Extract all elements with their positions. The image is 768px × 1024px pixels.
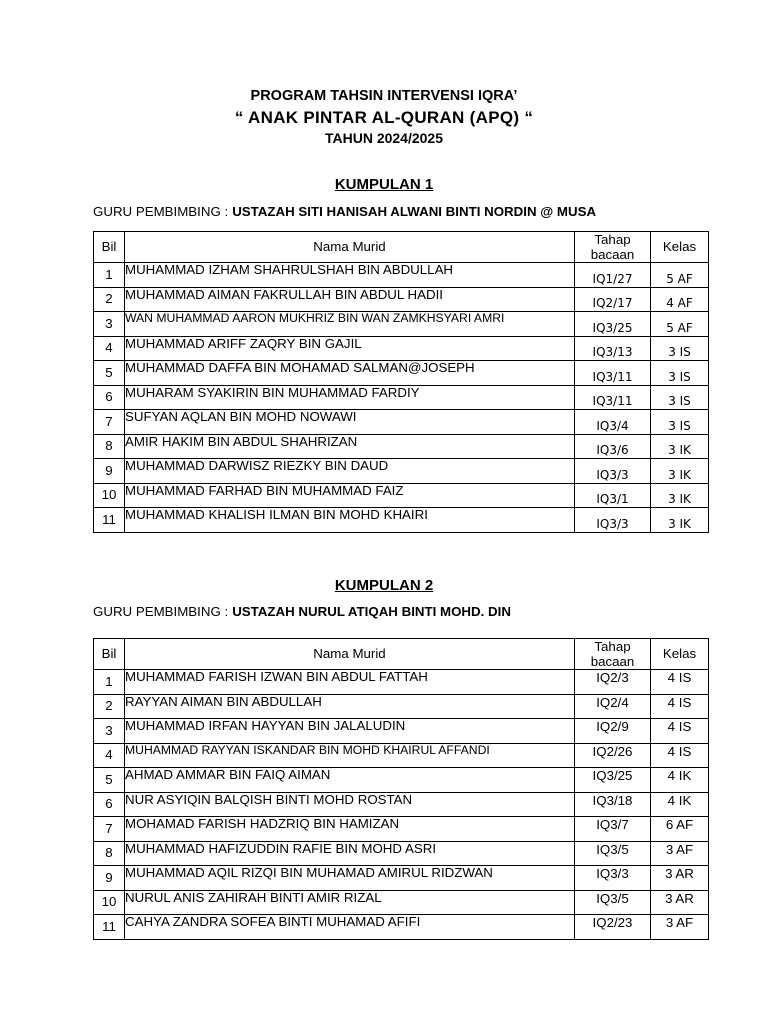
cell-kelas: 5 AF xyxy=(651,312,709,337)
cell-tahap: IQ2/9 xyxy=(575,719,651,744)
cell-kelas: 3 IS xyxy=(651,336,709,361)
cell-kelas: 4 IS xyxy=(651,694,709,719)
table-row xyxy=(94,361,709,386)
cell-kelas: 3 AF xyxy=(651,915,709,940)
table-row xyxy=(94,719,709,744)
cell-bil: 11 xyxy=(94,915,125,940)
cell-bil: 11 xyxy=(94,508,125,533)
cell-bil: 6 xyxy=(94,385,125,410)
table-row xyxy=(94,312,709,337)
cell-tahap: IQ3/5 xyxy=(575,890,651,915)
cell-nama: MUHAMMAD HAFIZUDDIN RAFIE BIN MOHD ASRI xyxy=(125,841,575,866)
table-row xyxy=(94,263,709,288)
column-header-tahap: Tahap bacaan xyxy=(575,232,651,263)
cell-kelas: 3 AR xyxy=(651,890,709,915)
cell-kelas: 3 IS xyxy=(651,410,709,435)
table-header-row xyxy=(94,639,709,670)
cell-bil: 4 xyxy=(94,743,125,768)
cell-tahap: IQ1/27 xyxy=(575,263,651,288)
cell-bil: 9 xyxy=(94,459,125,484)
cell-kelas: 5 AF xyxy=(651,263,709,288)
cell-nama: MUHAMMAD AIMAN FAKRULLAH BIN ABDUL HADII xyxy=(125,287,575,312)
table-row xyxy=(94,866,709,891)
table-row xyxy=(94,792,709,817)
cell-bil: 10 xyxy=(94,483,125,508)
cell-tahap: IQ2/3 xyxy=(575,670,651,695)
cell-bil: 5 xyxy=(94,768,125,793)
cell-bil: 8 xyxy=(94,434,125,459)
program-subtitle: “ ANAK PINTAR AL-QURAN (APQ) “ xyxy=(234,108,534,127)
cell-bil: 3 xyxy=(94,719,125,744)
column-header-kelas: Kelas xyxy=(651,639,709,670)
cell-kelas: 4 IS xyxy=(651,719,709,744)
table-header-row xyxy=(94,232,709,263)
table-row xyxy=(94,817,709,842)
group-1-guru xyxy=(93,204,596,219)
cell-kelas: 4 IS xyxy=(651,743,709,768)
cell-nama: AHMAD AMMAR BIN FAIQ AIMAN xyxy=(125,768,575,793)
table-row xyxy=(94,670,709,695)
cell-tahap: IQ3/11 xyxy=(575,361,651,386)
cell-kelas: 3 IK xyxy=(651,434,709,459)
cell-tahap: IQ3/18 xyxy=(575,792,651,817)
cell-nama: MUHAMMAD KHALISH ILMAN BIN MOHD KHAIRI xyxy=(125,508,575,533)
cell-nama: MUHAMMAD FARHAD BIN MUHAMMAD FAIZ xyxy=(125,483,575,508)
cell-bil: 2 xyxy=(94,694,125,719)
cell-nama: SUFYAN AQLAN BIN MOHD NOWAWI xyxy=(125,410,575,435)
table-row xyxy=(94,483,709,508)
column-header-nama: Nama Murid xyxy=(125,232,575,263)
group-1-rows xyxy=(94,263,709,533)
guru-label: GURU PEMBIMBING : xyxy=(93,604,229,619)
cell-nama: NUR ASYIQIN BALQISH BINTI MOHD ROSTAN xyxy=(125,792,575,817)
table-row xyxy=(94,743,709,768)
cell-tahap: IQ3/11 xyxy=(575,385,651,410)
cell-tahap: IQ3/3 xyxy=(575,508,651,533)
cell-nama: WAN MUHAMMAD AARON MUKHRIZ BIN WAN ZAMKHSYARI AMRI xyxy=(125,312,575,337)
column-header-kelas: Kelas xyxy=(651,232,709,263)
group-2-title: KUMPULAN 2 xyxy=(334,577,434,594)
cell-tahap: IQ2/23 xyxy=(575,915,651,940)
cell-tahap: IQ2/4 xyxy=(575,694,651,719)
column-header-bil: Bil xyxy=(94,232,125,263)
table-row xyxy=(94,287,709,312)
cell-kelas: 3 AF xyxy=(651,841,709,866)
cell-tahap: IQ2/26 xyxy=(575,743,651,768)
table-row xyxy=(94,508,709,533)
cell-nama: MUHAMMAD IRFAN HAYYAN BIN JALALUDIN xyxy=(125,719,575,744)
group-2-table xyxy=(93,638,709,940)
cell-tahap: IQ3/7 xyxy=(575,817,651,842)
cell-kelas: 3 IK xyxy=(651,508,709,533)
group-1-title: KUMPULAN 1 xyxy=(334,176,434,193)
cell-tahap: IQ3/5 xyxy=(575,841,651,866)
cell-bil: 2 xyxy=(94,287,125,312)
cell-kelas: 4 IS xyxy=(651,670,709,695)
program-title: PROGRAM TAHSIN INTERVENSI IQRA’ xyxy=(250,88,518,104)
table-row xyxy=(94,890,709,915)
table-row xyxy=(94,915,709,940)
cell-nama: AMIR HAKIM BIN ABDUL SHAHRIZAN xyxy=(125,434,575,459)
cell-tahap: IQ3/6 xyxy=(575,434,651,459)
cell-kelas: 3 AR xyxy=(651,866,709,891)
table-row xyxy=(94,768,709,793)
cell-kelas: 3 IS xyxy=(651,361,709,386)
cell-kelas: 4 IK xyxy=(651,792,709,817)
table-row xyxy=(94,410,709,435)
cell-kelas: 4 AF xyxy=(651,287,709,312)
cell-nama: MUHAMMAD AQIL RIZQI BIN MUHAMAD AMIRUL RIDZWAN xyxy=(125,866,575,891)
guru-name: USTAZAH NURUL ATIQAH BINTI MOHD. DIN xyxy=(232,604,511,619)
cell-tahap: IQ3/13 xyxy=(575,336,651,361)
cell-nama: MUHAMMAD ARIFF ZAQRY BIN GAJIL xyxy=(125,336,575,361)
guru-name: USTAZAH SITI HANISAH ALWANI BINTI NORDIN @ MUSA xyxy=(232,204,597,219)
guru-label: GURU PEMBIMBING : xyxy=(93,204,229,219)
cell-bil: 9 xyxy=(94,866,125,891)
column-header-bil: Bil xyxy=(94,639,125,670)
cell-bil: 6 xyxy=(94,792,125,817)
cell-tahap: IQ3/3 xyxy=(575,866,651,891)
cell-nama: MUHAMMAD DARWISZ RIEZKY BIN DAUD xyxy=(125,459,575,484)
cell-kelas: 4 IK xyxy=(651,768,709,793)
table-row xyxy=(94,385,709,410)
program-year: TAHUN 2024/2025 xyxy=(324,130,444,146)
cell-nama: MUHAMMAD FARISH IZWAN BIN ABDUL FATTAH xyxy=(125,670,575,695)
cell-nama: MOHAMAD FARISH HADZRIQ BIN HAMIZAN xyxy=(125,817,575,842)
table-row xyxy=(94,841,709,866)
table-row xyxy=(94,434,709,459)
cell-kelas: 3 IK xyxy=(651,483,709,508)
cell-bil: 10 xyxy=(94,890,125,915)
cell-nama: MUHARAM SYAKIRIN BIN MUHAMMAD FARDIY xyxy=(125,385,575,410)
cell-tahap: IQ3/4 xyxy=(575,410,651,435)
cell-bil: 5 xyxy=(94,361,125,386)
column-header-tahap: Tahap bacaan xyxy=(575,639,651,670)
table-row xyxy=(94,694,709,719)
cell-bil: 4 xyxy=(94,336,125,361)
cell-kelas: 3 IS xyxy=(651,385,709,410)
cell-kelas: 3 IK xyxy=(651,459,709,484)
group-2-rows xyxy=(94,670,709,940)
cell-bil: 7 xyxy=(94,410,125,435)
cell-tahap: IQ2/17 xyxy=(575,287,651,312)
cell-bil: 1 xyxy=(94,263,125,288)
cell-nama: MUHAMMAD IZHAM SHAHRULSHAH BIN ABDULLAH xyxy=(125,263,575,288)
cell-bil: 7 xyxy=(94,817,125,842)
cell-nama: CAHYA ZANDRA SOFEA BINTI MUHAMAD AFIFI xyxy=(125,915,575,940)
cell-bil: 3 xyxy=(94,312,125,337)
table-row xyxy=(94,336,709,361)
cell-bil: 1 xyxy=(94,670,125,695)
table-row xyxy=(94,459,709,484)
cell-kelas: 6 AF xyxy=(651,817,709,842)
cell-tahap: IQ3/25 xyxy=(575,312,651,337)
cell-nama: MUHAMMAD DAFFA BIN MOHAMAD SALMAN@JOSEPH xyxy=(125,361,575,386)
cell-nama: MUHAMMAD RAYYAN ISKANDAR BIN MOHD KHAIRUL AFFANDI xyxy=(125,743,575,768)
cell-nama: RAYYAN AIMAN BIN ABDULLAH xyxy=(125,694,575,719)
group-2-guru xyxy=(93,604,511,619)
column-header-nama: Nama Murid xyxy=(125,639,575,670)
cell-tahap: IQ3/25 xyxy=(575,768,651,793)
cell-tahap: IQ3/1 xyxy=(575,483,651,508)
cell-bil: 8 xyxy=(94,841,125,866)
cell-nama: NURUL ANIS ZAHIRAH BINTI AMIR RIZAL xyxy=(125,890,575,915)
cell-tahap: IQ3/3 xyxy=(575,459,651,484)
group-1-table xyxy=(93,231,709,533)
